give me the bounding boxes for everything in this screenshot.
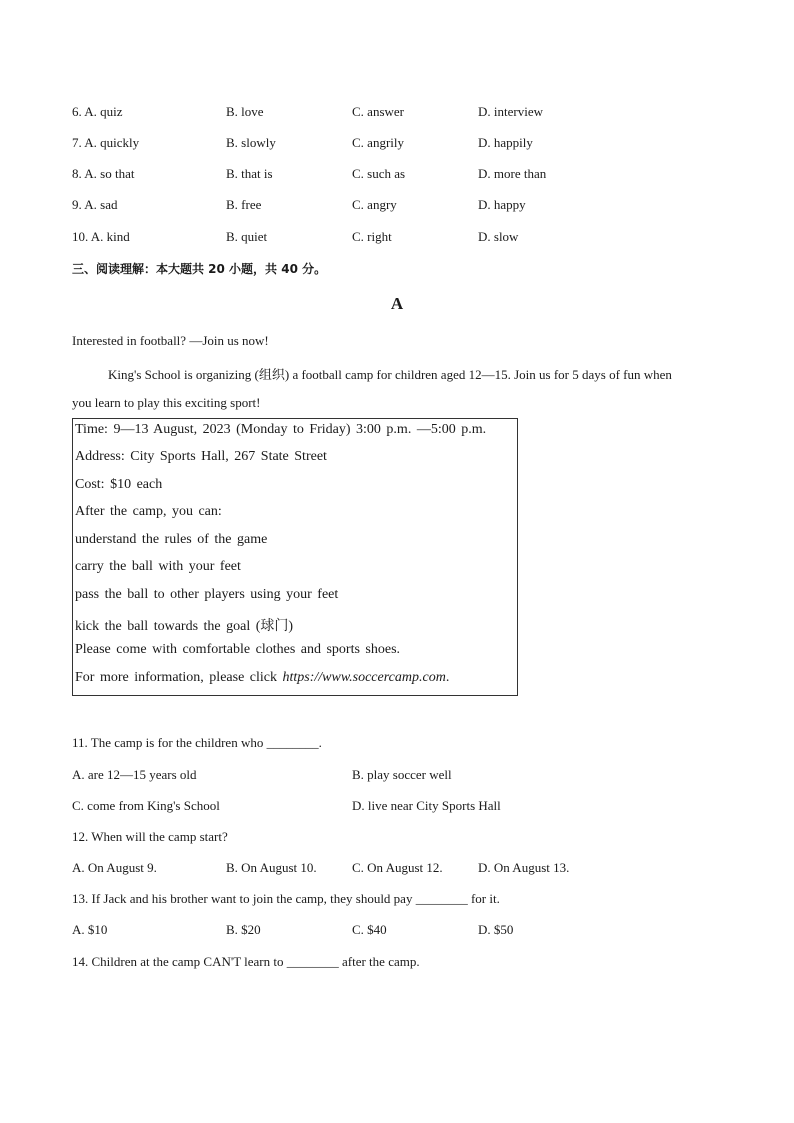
- ad-after: After the camp, you can:: [75, 504, 222, 519]
- question-11: 11. The camp is for the children who ________.: [72, 735, 322, 750]
- option-a: A. are 12—15 years old: [72, 767, 197, 782]
- option-b: B. play soccer well: [352, 767, 452, 782]
- question-12-options: [72, 860, 732, 880]
- passage-intro: Interested in football? —Join us now!: [72, 333, 269, 348]
- option-c: C. right: [352, 229, 392, 244]
- question-11-options-row1: [72, 767, 752, 787]
- question-13-options: [72, 922, 732, 942]
- option-row-6: [72, 104, 732, 124]
- option-row-10: [72, 229, 732, 249]
- ad-item: understand the rules of the game: [75, 532, 268, 547]
- passage-title: A: [390, 294, 404, 313]
- ad-more-prefix: For more information, please click: [75, 670, 277, 685]
- ad-item: pass the ball to other players using your feet: [75, 587, 339, 602]
- option-d: D. happily: [478, 135, 533, 150]
- ad-address: Address: City Sports Hall, 267 State Street: [75, 449, 327, 464]
- option-d: D. interview: [478, 104, 543, 119]
- question-11-options-row2: [72, 798, 752, 818]
- option-a: 8. A. so that: [72, 166, 135, 181]
- option-c: C. $40: [352, 922, 387, 937]
- question-12: 12. When will the camp start?: [72, 829, 228, 844]
- passage-paragraph-line2: you learn to play this exciting sport!: [72, 395, 261, 410]
- option-b: B. that is: [226, 166, 273, 181]
- question-14: 14. Children at the camp CAN'T learn to ________ after the camp.: [72, 954, 420, 969]
- option-c: C. angry: [352, 197, 397, 212]
- ad-more-suffix: .: [445, 670, 450, 685]
- ad-time: Time: 9—13 August, 2023 (Monday to Friday) 3:00 p.m. —5:00 p.m.: [75, 422, 487, 437]
- option-a: A. On August 9.: [72, 860, 157, 875]
- option-d: D. slow: [478, 229, 519, 244]
- option-d: D. live near City Sports Hall: [352, 798, 501, 813]
- option-d: D. more than: [478, 166, 547, 181]
- ad-item: kick the ball towards the goal (球门): [75, 619, 294, 634]
- section-heading: 三、阅读理解：本大题共 20 小题，共 40 分。: [72, 262, 327, 276]
- option-c: C. On August 12.: [352, 860, 443, 875]
- option-row-8: [72, 166, 732, 186]
- ad-cost: Cost: $10 each: [75, 477, 163, 492]
- ad-item: carry the ball with your feet: [75, 559, 241, 574]
- option-b: B. slowly: [226, 135, 276, 150]
- option-a: 9. A. sad: [72, 197, 118, 212]
- option-b: B. $20: [226, 922, 261, 937]
- option-c: C. angrily: [352, 135, 404, 150]
- option-b: B. love: [226, 104, 264, 119]
- option-c: C. come from King's School: [72, 798, 220, 813]
- option-a: 6. A. quiz: [72, 104, 123, 119]
- option-d: D. $50: [478, 922, 514, 937]
- option-a: A. $10: [72, 922, 108, 937]
- ad-url-link[interactable]: https://www.soccercamp.com: [282, 670, 446, 685]
- option-b: B. free: [226, 197, 262, 212]
- option-c: C. such as: [352, 166, 406, 181]
- option-b: B. quiet: [226, 229, 268, 244]
- option-d: D. happy: [478, 197, 526, 212]
- advertisement-box: [72, 418, 518, 696]
- option-d: D. On August 13.: [478, 860, 570, 875]
- option-row-7: [72, 135, 732, 155]
- question-13: 13. If Jack and his brother want to join the camp, they should pay ________ for it.: [72, 891, 500, 906]
- option-c: C. answer: [352, 104, 404, 119]
- option-a: 7. A. quickly: [72, 135, 140, 150]
- ad-more-info: [75, 670, 449, 686]
- option-b: B. On August 10.: [226, 860, 317, 875]
- option-row-9: [72, 197, 732, 217]
- passage-paragraph-line1: King's School is organizing (组织) a football camp for children aged 12—15. Join us for 5 days of fun when: [108, 367, 672, 382]
- option-a: 10. A. kind: [72, 229, 130, 244]
- ad-please: Please come with comfortable clothes and sports shoes.: [75, 642, 401, 657]
